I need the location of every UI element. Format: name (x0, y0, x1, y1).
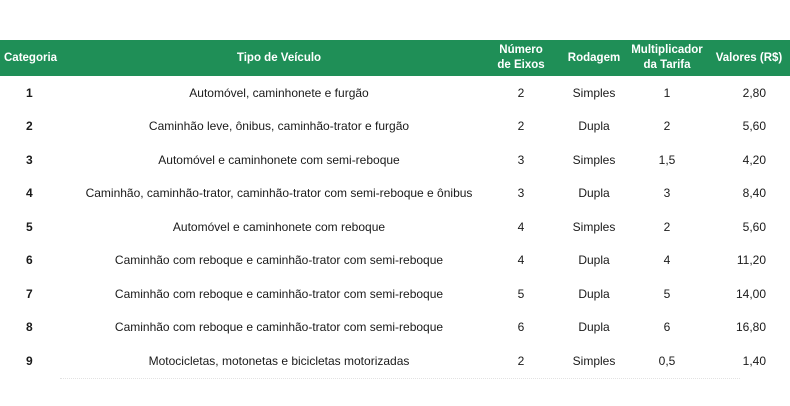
header-multiplicador (626, 40, 708, 76)
cell-multiplicador: 4 (663, 253, 671, 268)
cell-eixos: 6 (517, 320, 525, 335)
cell-categoria: 9 (26, 353, 33, 368)
header-valores: Valores (R$) (715, 51, 783, 64)
cell-categoria: 2 (26, 119, 33, 134)
bottom-divider (60, 378, 740, 380)
cell-rodagem: Dupla (578, 253, 610, 268)
table-row (0, 76, 790, 110)
cell-rodagem: Simples (572, 219, 616, 234)
cell-rodagem: Dupla (578, 119, 610, 134)
cell-categoria: 8 (26, 320, 33, 335)
cell-tipo: Caminhão com reboque e caminhão-trator com semi-reboque (114, 286, 444, 301)
header-row (0, 40, 790, 76)
cell-categoria: 5 (26, 219, 33, 234)
toll-rates-table (0, 40, 790, 378)
table-row (0, 277, 790, 311)
cell-multiplicador: 6 (663, 320, 671, 335)
cell-rodagem: Simples (572, 85, 616, 100)
table-row (0, 110, 790, 144)
cell-eixos: 4 (517, 253, 525, 268)
header-rodagem: Rodagem (567, 51, 621, 64)
cell-eixos: 5 (517, 286, 525, 301)
cell-categoria: 4 (26, 186, 33, 201)
cell-tipo: Automóvel e caminhonete com semi-reboque (158, 152, 400, 167)
table-row (0, 244, 790, 278)
header-numero-eixos-line2: de Eixos (497, 59, 545, 71)
cell-categoria: 7 (26, 286, 33, 301)
cell-tipo: Caminhão leve, ônibus, caminhão-trator e furgão (148, 119, 410, 134)
cell-valor: 11,20 (736, 253, 766, 268)
cell-rodagem: Simples (572, 152, 616, 167)
cell-multiplicador: 1 (663, 85, 671, 100)
cell-multiplicador: 3 (663, 186, 671, 201)
cell-valor: 2,80 (742, 85, 766, 100)
cell-tipo: Caminhão com reboque e caminhão-trator com semi-reboque (114, 253, 444, 268)
table-row (0, 143, 790, 177)
table-row (0, 344, 790, 378)
cell-multiplicador: 1,5 (658, 152, 676, 167)
cell-multiplicador: 5 (663, 286, 671, 301)
cell-valor: 4,20 (742, 152, 766, 167)
cell-eixos: 2 (517, 119, 525, 134)
header-multiplicador-line1: Multiplicador (631, 44, 703, 56)
cell-rodagem: Dupla (578, 186, 610, 201)
cell-tipo: Caminhão com reboque e caminhão-trator com semi-reboque (114, 320, 444, 335)
table-row (0, 177, 790, 211)
cell-valor: 16,80 (735, 320, 766, 335)
cell-categoria: 6 (26, 253, 33, 268)
cell-multiplicador: 0,5 (658, 353, 676, 368)
cell-eixos: 2 (517, 353, 525, 368)
table-body (0, 76, 790, 378)
cell-rodagem: Dupla (578, 320, 610, 335)
header-numero-eixos (480, 40, 562, 76)
cell-tipo: Caminhão, caminhão-trator, caminhão-trator com semi-reboque e ônibus (85, 186, 473, 201)
cell-categoria: 3 (26, 152, 33, 167)
cell-categoria: 1 (26, 85, 33, 100)
cell-tipo: Motocicletas, motonetas e bicicletas motorizadas (148, 353, 410, 368)
header-numero-eixos-line1: Número (499, 44, 543, 56)
header-categoria: Categoria (4, 51, 58, 64)
cell-eixos: 2 (517, 85, 525, 100)
header-tipo-veiculo: Tipo de Veículo (236, 51, 322, 64)
cell-valor: 14,00 (735, 286, 766, 301)
header-multiplicador-line2: da Tarifa (643, 59, 691, 71)
cell-eixos: 4 (517, 219, 525, 234)
cell-tipo: Automóvel e caminhonete com reboque (172, 219, 386, 234)
table-row (0, 210, 790, 244)
cell-tipo: Automóvel, caminhonete e furgão (189, 85, 369, 100)
cell-eixos: 3 (517, 152, 525, 167)
table-header (0, 40, 790, 76)
cell-valor: 1,40 (742, 353, 766, 368)
cell-multiplicador: 2 (663, 119, 671, 134)
table-row (0, 311, 790, 345)
cell-valor: 8,40 (742, 186, 766, 201)
cell-multiplicador: 2 (663, 219, 671, 234)
cell-eixos: 3 (517, 186, 525, 201)
cell-valor: 5,60 (742, 219, 766, 234)
cell-valor: 5,60 (742, 119, 766, 134)
cell-rodagem: Dupla (578, 286, 610, 301)
cell-rodagem: Simples (572, 353, 616, 368)
